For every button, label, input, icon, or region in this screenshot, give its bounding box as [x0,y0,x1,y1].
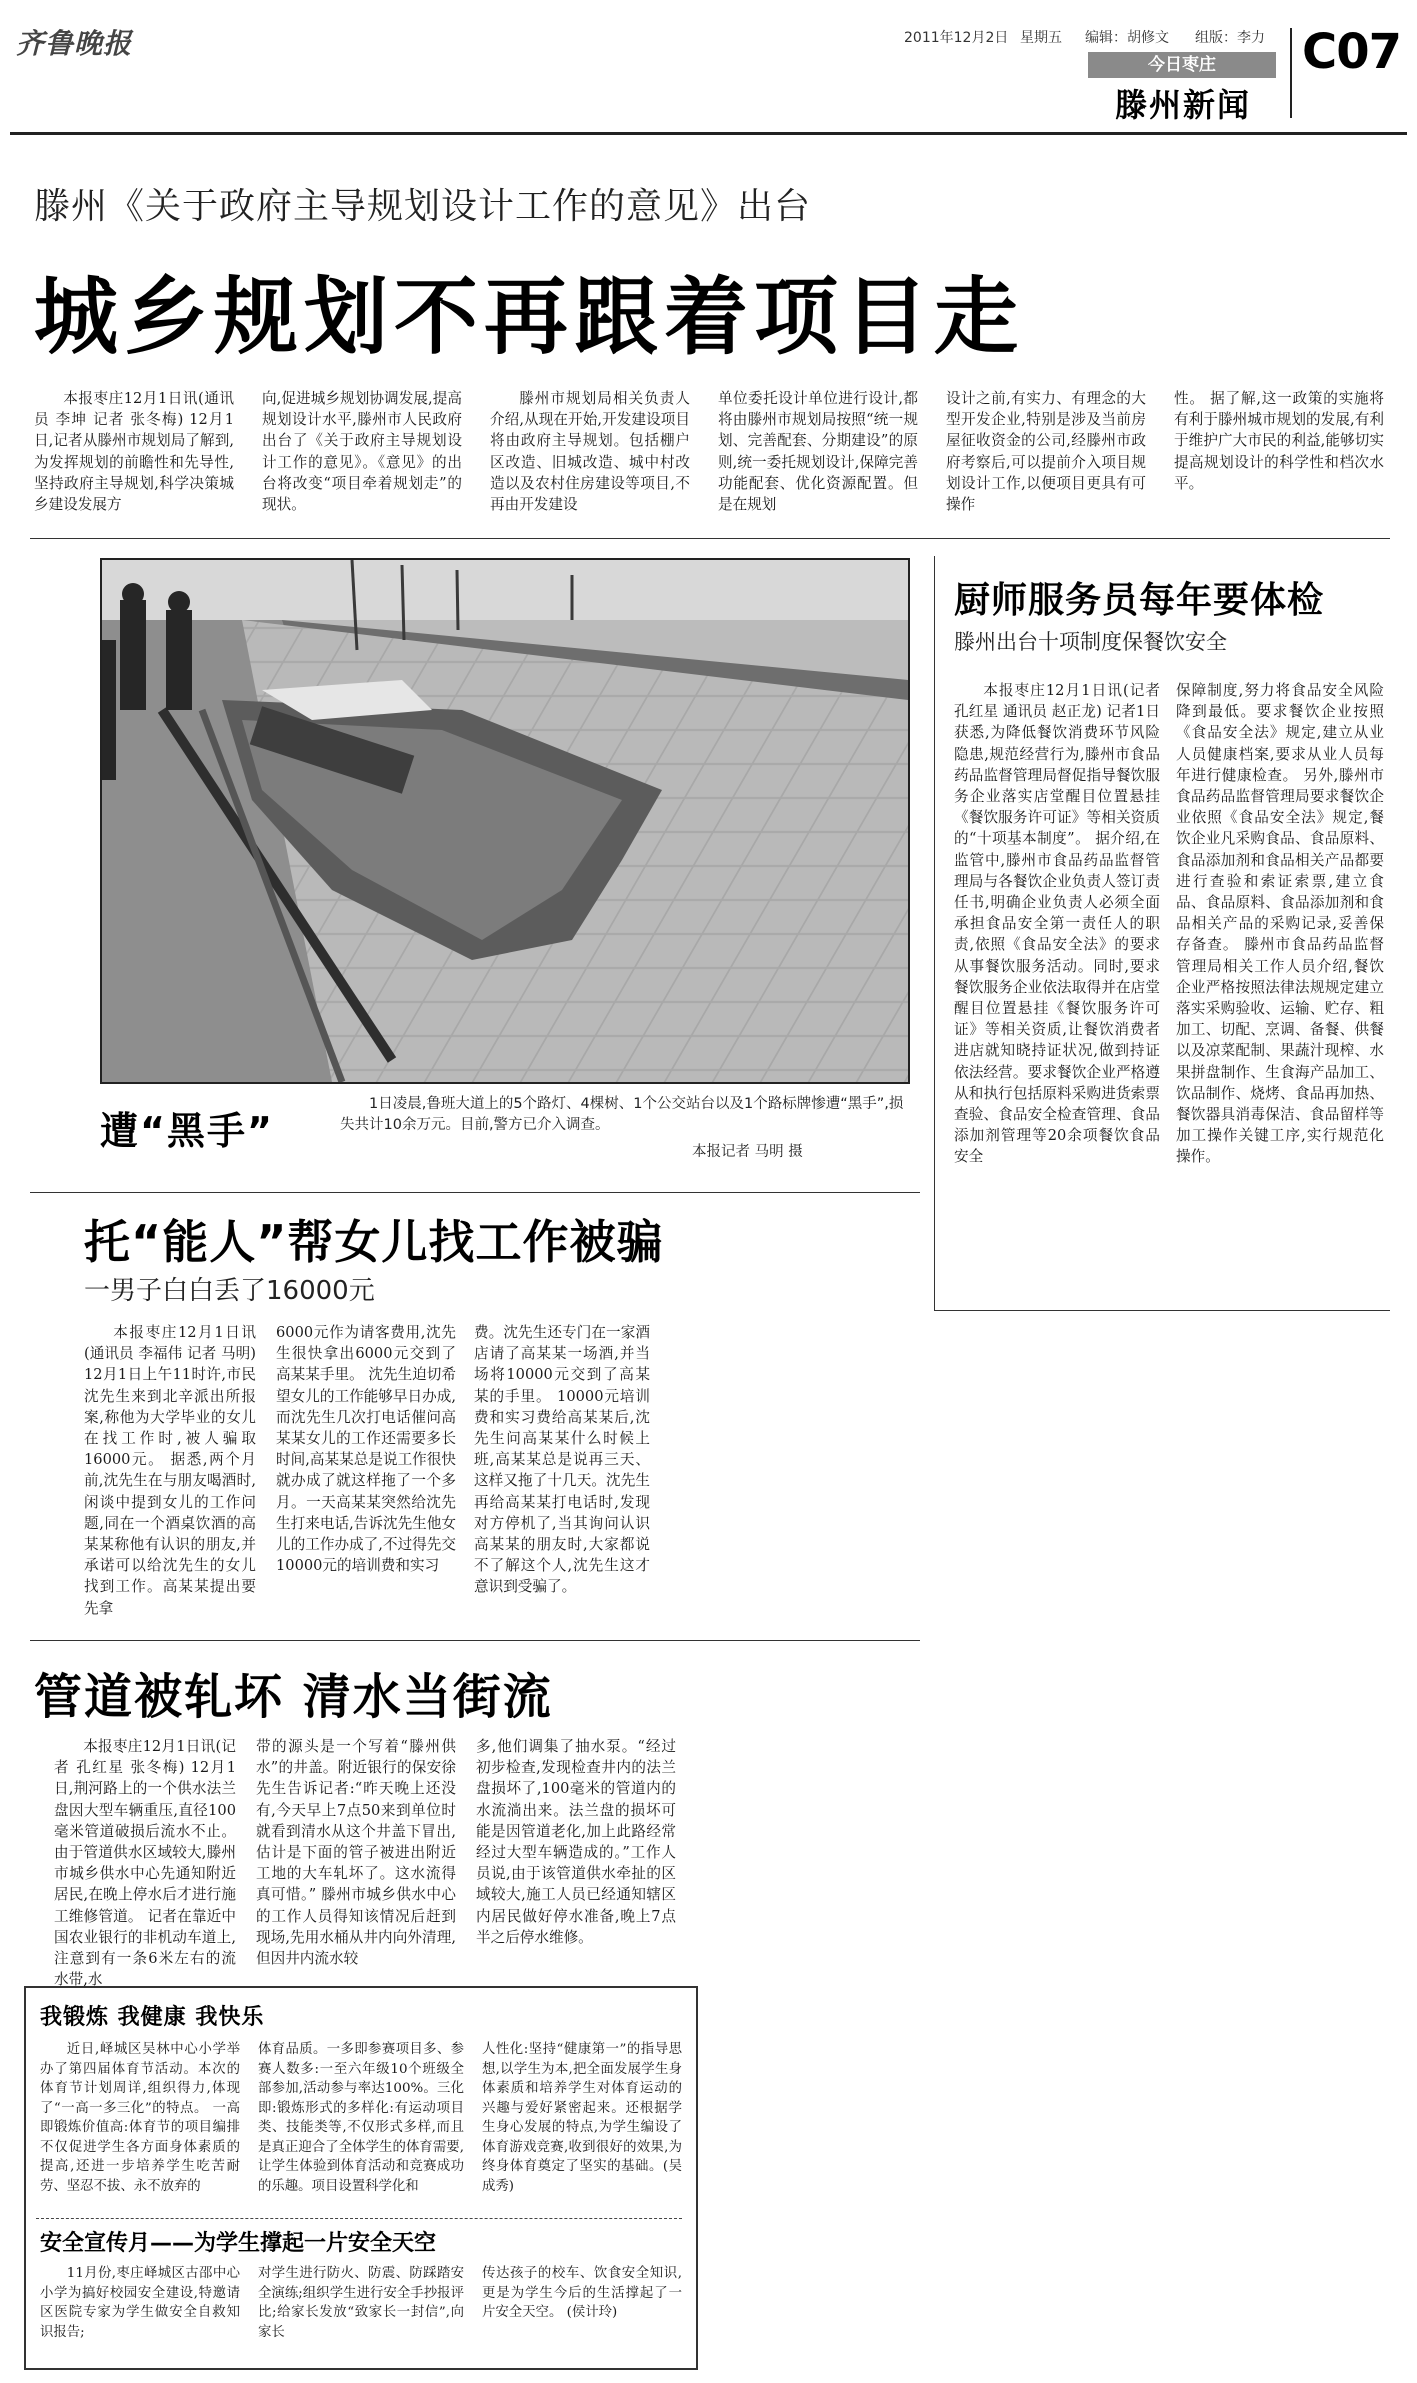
article1-kicker: 滕州《关于政府主导规划设计工作的意见》出台 [34,186,812,227]
article3-bottom-rule [30,1640,920,1641]
article1-col1: 本报枣庄12月1日讯(通讯员 李坤 记者 张冬梅) 12月1日,记者从滕州市规划局了解到,为发挥规划的前瞻性和先导性,坚持政府主导规划,科学决策城乡建设发展方 [34,390,234,514]
photo-bottom-rule [30,1192,920,1193]
article4-col3: 多,他们调集了抽水泵。“经过初步检查,发现检查井内的法兰盘损坏了,100毫米的管道内的水流淌出来。法兰盘的损坏可能是因管道老化,加上此路经常经过大型车辆造成的。”工作人员说,由于该管道供水牵扯的区域较大,施工人员已经通知辖区内居民做好停水准备,晚上7点半之后停水维修。 [476,1738,676,1946]
article3-col3: 费。沈先生还专门在一家酒店请了高某某一场酒,并当场将10000元交到了高某某的手里。 10000元培训费和实习费给高某某后,沈先生问高某某什么时候上班,高某某总是说再三天、这样又拖了十几天。沈先生再给高某某打电话时,发现对方停机了,当其询问认识高某某的朋友时,大家都说不了解这个人,沈先生这才意识到受骗了。 [474,1324,650,1596]
issue-weekday: 星期五 [1020,30,1062,46]
article1-headline: 城乡规划不再跟着项目走 [34,268,1025,366]
article3-col2: 6000元作为请客费用,沈先生很快拿出6000元交到了高某某手里。 沈先生迫切希望女儿的工作能够早日办成,而沈先生几次打电话催问高某某女儿的工作还需要多长时间,高某某总是说工作很快就办成了就这样拖了一个多月。一天高某某突然给沈先生打来电话,告诉沈先生他女儿的工作办成了,不过得先交10000元的培训费和实习 [276,1324,456,1575]
photo-title: 遭“黑手” [100,1109,274,1153]
page-number: C07 [1302,24,1402,80]
article2-col2: 保障制度,努力将食品安全风险降到最低。要求餐饮企业按照《食品安全法》规定,建立从业人员健康档案,要求从业人员每年进行健康检查。 另外,滕州市食品药品监督管理局要求餐饮企业依照《食品安全法》规定,餐饮企业凡采购食品、食品原料、食品添加剂和食品相关产品都要进行查验和索证索票,建立食品、食品原料、食品添加剂和食品相关产品的采购记录,妥善保存备查。 滕州市食品药品监督管理局相关工作人员介绍,餐饮企业严格按照法律法规规定建立落实采购验收、运输、贮存、粗加工、切配、烹调、备餐、供餐以及凉菜配制、果蔬汁现榨、水果拼盘制作、生食海产品加工、饮品制作、烧烤、食品再加热、餐饮器具消毒保洁、食品留样等加工操作关键工序,实行规范化操作。 [1176,682,1384,1166]
article2-left-rule [934,556,935,1310]
article1-bottom-rule [30,538,1390,539]
paper-logo: 齐鲁晚报 [16,27,133,60]
article2-col1: 本报枣庄12月1日讯(记者 孔红星 通讯员 赵正龙) 记者1日获悉,为降低餐饮消费环节风险隐患,规范经营行为,滕州市食品药品监督管理局督促指导餐饮服务企业落实店堂醒目位置悬挂《餐饮服务许可证》等相关资质的“十项基本制度”。 据介绍,在监管中,滕州市食品药品监督管理局与各餐饮企业负责人签订责任书,明确企业负责人必须全面承担食品安全第一责任人的职责,依照《食品安全法》的要求从事餐饮服务活动。同时,要求餐饮服务企业依法取得并在店堂醒目位置悬挂《餐饮服务许可证》等相关资质,让餐饮消费者进店就知晓持证状况,做到持证依法经营。要求餐饮企业严格遵从和执行包括原料采购进货索票查验、食品安全检查管理、食品添加剂管理等20余项餐饮食品安全 [954,682,1160,1166]
article1-col2: 向,促进城乡规划协调发展,提高规划设计水平,滕州市人民政府出台了《关于政府主导规划设计工作的意见》。《意见》的出台将改变“项目牵着规划走”的现状。 [262,390,462,514]
article1-col3: 滕州市规划局相关负责人介绍,从现在开始,开发建设项目将由政府主导规划。包括棚户区改造、旧城改造、城中村改造以及农村住房建设等项目,不再由开发建设 [490,390,690,514]
article4-headline: 管道被轧坏 清水当街流 [34,1669,553,1725]
article4-col1: 本报枣庄12月1日讯(记者 孔红星 张冬梅) 12月1日,荆河路上的一个供水法兰盘因大型车辆重压,直径100毫米管道破损后流水不止。由于管道供水区域较大,滕州市城乡供水中心先通知附近居民,在晚上停水后才进行施工维修管道。 记者在靠近中国农业银行的非机动车道上,注意到有一条6米左右的流水带,水 [54,1738,236,1989]
section-title: 滕州新闻 [1114,86,1251,124]
article2-bottom-rule [934,1310,1390,1311]
street-damage-photo [100,558,910,1084]
photo-credit: 本报记者 马明 摄 [692,1144,803,1160]
article5-col2: 体育品质。一多即参赛项目多、参赛人数多:一至六年级10个班级全部参加,活动参与率达100%。三化即:锻炼形式的多样化:有运动项目类、技能类等,不仅形式多样,而且是真正迎合了全体学生的体育需要,让学生体验到体育活动和竞赛成功的乐趣。项目设置科学化和 [258,2042,464,2194]
article5-col1: 近日,峄城区吴林中心小学举办了第四届体育节活动。本次的体育节计划周详,组织得力,体现了“一高一多三化”的特点。 一高即锻炼价值高:体育节的项目编排不仅促进学生各方面身体素质的提高,还进一步培养学生吃苦耐劳、坚忍不拔、永不放弃的 [40,2042,240,2194]
article3-headline: 托“能人”帮女儿找工作被骗 [84,1215,664,1269]
article1-col5: 设计之前,有实力、有理念的大型开发企业,特别是涉及当前房屋征收资金的公司,经滕州市政府考察后,可以提前介入项目规划设计工作,以便项目更具有可操作 [946,390,1146,514]
article6-headline: 安全宣传月——为学生撑起一片安全天空 [40,2231,437,2256]
article6-col1: 11月份,枣庄峄城区古邵中心小学为搞好校园安全建设,特邀请区医院专家为学生做安全自救知识报告; [40,2266,240,2340]
article3-col1: 本报枣庄12月1日讯(通讯员 李福伟 记者 马明) 12月1日上午11时许,市民沈先生来到北辛派出所报案,称他为大学毕业的女儿在找工作时,被人骗取16000元。 据悉,两个月前,沈先生在与朋友喝酒时,闲谈中提到女儿的工作问题,同在一个酒桌饮酒的高某某称他有认识的朋友,并承诺可以给沈先生的女儿找到工作。高某某提出要先拿 [84,1324,256,1617]
article5-col3: 人性化:坚持“健康第一”的指导思想,以学生为本,把全面发展学生身体素质和培养学生对体育运动的兴趣与爱好紧密起来。还根据学生身心发展的特点,为学生编设了体育游戏竞赛,收到很好的效果,为终身体育奠定了坚实的基础。(吴成秀) [482,2042,682,2194]
editor-credit: 编辑：胡修文 [1085,30,1169,46]
masthead-divider [1290,28,1292,118]
article2-subhead: 滕州出台十项制度保餐饮安全 [954,630,1227,654]
article1-col4: 单位委托设计单位进行设计,都将由滕州市规划局按照“统一规划、完善配套、分期建设”的原则,统一委托规划设计,保障完善功能配套、优化资源配置。但是在规划 [718,390,918,514]
photo-scene [102,560,908,1082]
article2-headline: 厨师服务员每年要体检 [954,580,1325,621]
article5-headline: 我锻炼 我健康 我快乐 [40,2005,265,2030]
article6-col3: 传达孩子的校车、饮食安全知识,更是为学生今后的生活撑起了一片安全天空。 (侯计玲) [482,2266,682,2320]
article3-subhead: 一男子白白丢了16000元 [84,1276,375,1306]
article4-col2: 带的源头是一个写着“滕州供水”的井盖。附近银行的保安徐先生告诉记者:“昨天晚上还没有,今天早上7点50来到单位时就看到清水从这个井盖下冒出,估计是下面的管子被进出附近工地的大车轧坏了。这水流得真可惜。” 滕州市城乡供水中心的工作人员得知该情况后赶到现场,先用水桶从井内向外清理,但因井内流水较 [256,1738,456,1968]
article6-col2: 对学生进行防火、防震、防踩踏安全演练;组织学生进行安全手抄报评比;给家长发放“致家长一封信”,向家长 [258,2266,464,2340]
box-divider [36,2218,682,2219]
layout-credit: 组版：李力 [1195,30,1265,46]
photo-caption: 1日凌晨,鲁班大道上的5个路灯、4棵树、1个公交站台以及1个路标牌惨遭“黑手”,损失共计10余万元。目前,警方已介入调查。 [340,1096,904,1133]
masthead-rule [10,132,1407,135]
issue-date: 2011年12月2日 [904,30,1009,46]
section-tag: 今日枣庄 [1088,52,1276,78]
article1-col6: 性。 据了解,这一政策的实施将有利于滕州城市规划的发展,有利于维护广大市民的利益,能够切实提高规划设计的科学性和档次水平。 [1174,390,1384,492]
